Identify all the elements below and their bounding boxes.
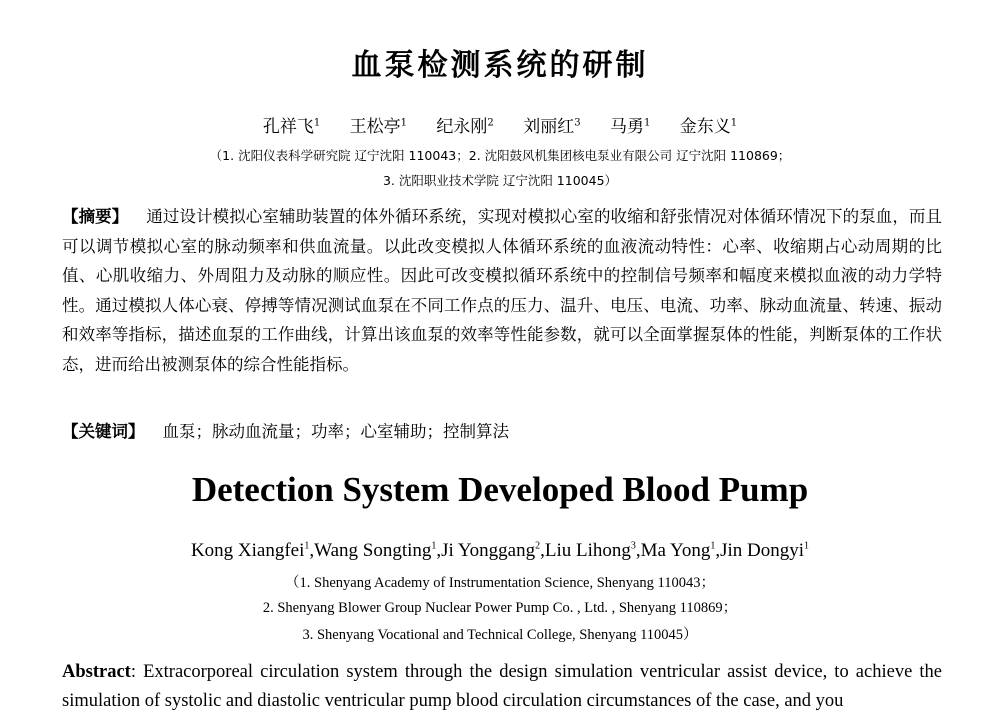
author-name: 金东义 — [679, 117, 731, 137]
author-list-english: Kong Xiangfei$^1$,Wang Songting$^1$,Ji Yonggang$^2$,Liu Lihong$^3$,Ma Yong$^1$,Jin Dongyi$^1$ — [190, 540, 810, 561]
author-english — [720, 540, 809, 561]
author-affiliation-mark: 1 — [804, 540, 810, 552]
author-name: 纪永刚 — [436, 117, 488, 137]
author-name: 马勇 — [609, 117, 644, 137]
author-name: 王松亭 — [349, 117, 401, 137]
author-affiliation-mark: 1 — [710, 540, 716, 552]
author-chinese — [523, 117, 580, 137]
abstract-english — [62, 658, 942, 716]
author-affiliation-mark: 2 — [487, 117, 494, 129]
author-name: 孔祥飞 — [262, 117, 314, 137]
affiliation-chinese-line: （1. 沈阳仪表科学研究院 辽宁沈阳 110043；2. 沈阳鼓风机集团核电泵业有限公司 辽宁沈阳 110869； — [209, 148, 791, 163]
author-affiliation-mark: 3 — [630, 540, 636, 552]
author-affiliation-mark: 1 — [643, 117, 651, 129]
keywords-chinese-label: 【关键词】 — [62, 422, 145, 441]
abstract-english-label: Abstract — [62, 662, 131, 682]
keywords-chinese-text: 血泵；脉动血流量；功率；心室辅助；控制算法 — [162, 422, 509, 441]
title-english: Detection System Developed Blood Pump — [191, 470, 809, 509]
author-list-chinese — [0, 112, 1000, 137]
author-english — [641, 540, 716, 561]
author-name: 刘丽红 — [523, 117, 575, 137]
keywords-chinese — [62, 417, 942, 447]
abstract-chinese-label: 【摘要】 — [62, 207, 129, 226]
author-affiliation-mark: 2 — [535, 540, 541, 552]
author-affiliation-mark: 1 — [313, 117, 321, 129]
title-chinese: 血泵检测系统的研制 — [351, 48, 649, 83]
author-chinese — [436, 117, 493, 137]
author-name: Liu Lihong — [544, 540, 631, 561]
author-english — [314, 540, 436, 561]
abstract-chinese-text: 通过设计模拟心室辅助装置的体外循环系统，实现对模拟心室的收缩和舒张情况对体循环情况下的泵血，而且可以调节模拟心室的脉动频率和供血流量。以此改变模拟人体循环系统的血液流动特性：心率、收缩期占心动周期的比值、心肌收缩力、外周阻力及动脉的顺应性。因此可改变模拟循环系统中的控制信号频率和幅度来模拟血液的动力学特性。通过模拟人体心衰、停搏等情况测试血泵在不同工作点的压力、温升、电压、电流、功率、脉动血流量、转速、振动和效率等指标，描述血泵的工作曲线，计算出该血泵的效率等性能参数，就可以全面掌握泵体的性能，判断泵体的工作状态，进而给出被测泵体的综合性能指标。 — [62, 207, 943, 374]
author-name: Ji Yonggang — [441, 540, 536, 561]
author-affiliation-mark: 3 — [574, 117, 581, 129]
affiliation-chinese-line: 3. 沈阳职业技术学院 辽宁沈阳 110045） — [382, 173, 618, 188]
abstract-english-colon: : — [130, 662, 144, 682]
abstract-chinese — [62, 202, 942, 379]
author-affiliation-mark: 1 — [304, 540, 310, 552]
affiliation-english-line: 3. Shenyang Vocational and Technical College, Shenyang 110045） — [302, 627, 698, 643]
affiliation-english-line: 2. Shenyang Blower Group Nuclear Power Pump Co. , Ltd. , Shenyang 110869； — [262, 600, 738, 616]
author-chinese — [350, 117, 407, 137]
author-name: Ma Yong — [640, 540, 711, 561]
author-english — [545, 540, 636, 561]
author-affiliation-mark: 1 — [431, 540, 437, 552]
author-chinese — [610, 117, 650, 137]
author-chinese — [263, 117, 320, 137]
author-english — [441, 540, 540, 561]
author-affiliation-mark: 1 — [730, 117, 738, 129]
affiliation-english-line: （1. Shenyang Academy of Instrumentation Science, Shenyang 110043； — [285, 575, 715, 591]
author-chinese — [680, 117, 737, 137]
abstract-english-text: Extracorporeal circulation system through the design simulation ventricular assist device, to achieve the simulation of systolic and diastolic ventricular pump blood circulation circumstances of the case, and you — [62, 662, 943, 711]
author-name: Kong Xiangfei — [190, 540, 305, 561]
author-name: Wang Songting — [314, 540, 432, 561]
author-name: Jin Dongyi — [720, 540, 805, 561]
author-affiliation-mark: 1 — [400, 117, 408, 129]
author-english — [191, 540, 309, 561]
